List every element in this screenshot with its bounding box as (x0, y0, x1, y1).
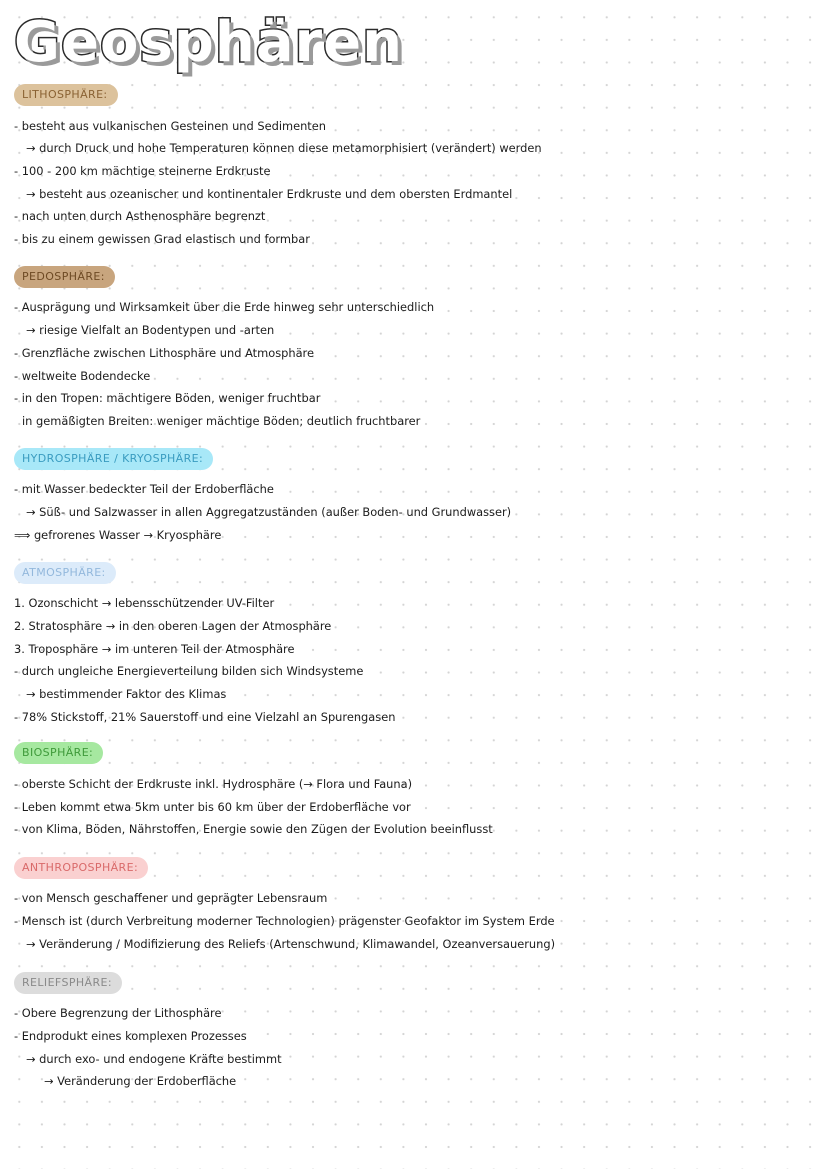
note-line: - mit Wasser bedeckter Teil der Erdoberfläche (14, 482, 274, 496)
note-line: → Veränderung der Erdoberfläche (44, 1074, 237, 1088)
note-line: 3. Troposphäre → im unteren Teil der Atmosphäre (14, 642, 295, 656)
note-line: - in den Tropen: mächtigere Böden, weniger fruchtbar (14, 391, 321, 405)
note-line: - Grenzfläche zwischen Lithosphäre und Atmosphäre (14, 346, 314, 360)
note-line: - Obere Begrenzung der Lithosphäre (14, 1006, 222, 1020)
note-line: - Mensch ist (durch Verbreitung moderner Technologien) prägenster Geofaktor im System Erde (14, 914, 555, 928)
note-line: - Endprodukt eines komplexen Prozesses (14, 1029, 247, 1043)
section-label: ANTHROPOSPHÄRE: (14, 857, 148, 879)
note-line: 1. Ozonschicht → lebensschützender UV-Filter (14, 596, 275, 610)
note-line: - oberste Schicht der Erdkruste inkl. Hydrosphäre (→ Flora und Fauna) (14, 777, 413, 791)
note-line: - Leben kommt etwa 5km unter bis 60 km über der Erdoberfläche vor (14, 800, 411, 814)
note-line: - bis zu einem gewissen Grad elastisch und formbar (14, 232, 310, 246)
note-line: - von Klima, Böden, Nährstoffen, Energie sowie den Zügen der Evolution beeinflusst (14, 822, 493, 836)
note-line: - 78% Stickstoff, 21% Sauerstoff und eine Vielzahl an Spurengasen (14, 710, 396, 724)
note-line: → besteht aus ozeanischer und kontinentaler Erdkruste und dem obersten Erdmantel (26, 187, 513, 201)
note-line: → bestimmender Faktor des Klimas (26, 687, 227, 701)
note-line: ⟹ gefrorenes Wasser → Kryosphäre (14, 528, 222, 542)
section-label: LITHOSPHÄRE: (14, 84, 118, 106)
section-label: RELIEFSPHÄRE: (14, 972, 122, 994)
note-line: - weltweite Bodendecke (14, 369, 151, 383)
note-line: - Ausprägung und Wirksamkeit über die Erde hinweg sehr unterschiedlich (14, 300, 435, 314)
section-label: ATMOSPHÄRE: (14, 562, 116, 584)
note-line: - durch ungleiche Energieverteilung bilden sich Windsysteme (14, 664, 364, 678)
note-line: - von Mensch geschaffener und geprägter Lebensraum (14, 891, 328, 905)
note-line: - nach unten durch Asthenosphäre begrenzt (14, 209, 266, 223)
section-label: BIOSPHÄRE: (14, 742, 103, 764)
note-line: → Süß- und Salzwasser in allen Aggregatzuständen (außer Boden- und Grundwasser) (26, 505, 512, 519)
section-label: HYDROSPHÄRE / KRYOSPHÄRE: (14, 448, 213, 470)
note-line: → durch exo- und endogene Kräfte bestimmt (26, 1052, 282, 1066)
note-line: - 100 - 200 km mächtige steinerne Erdkruste (14, 164, 271, 178)
page-title: Geosphären (14, 10, 403, 75)
note-line: in gemäßigten Breiten: weniger mächtige Böden; deutlich fruchtbarer (22, 414, 421, 428)
note-line: → durch Druck und hohe Temperaturen können diese metamorphisiert (verändert) werden (26, 141, 542, 155)
note-line: - besteht aus vulkanischen Gesteinen und Sedimenten (14, 119, 327, 133)
note-line: → riesige Vielfalt an Bodentypen und -arten (26, 323, 275, 337)
note-line: → Veränderung / Modifizierung des Reliefs (Artenschwund, Klimawandel, Ozeanversauerung) (26, 937, 556, 951)
note-line: 2. Stratosphäre → in den oberen Lagen der Atmosphäre (14, 619, 332, 633)
section-label: PEDOSPHÄRE: (14, 266, 115, 288)
